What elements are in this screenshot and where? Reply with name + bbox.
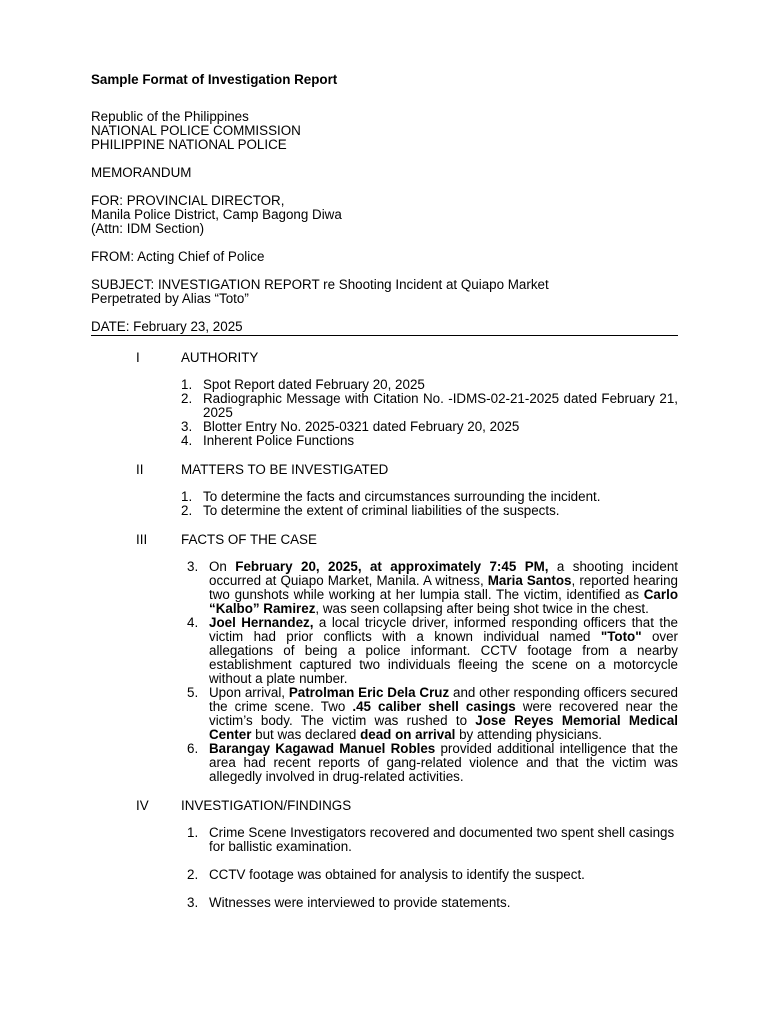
section-number: IV — [136, 798, 149, 813]
text-run: by attending physicians. — [455, 727, 603, 742]
section-title: AUTHORITY — [181, 350, 259, 365]
letterhead-line-3: PHILIPPINE NATIONAL POLICE — [91, 137, 287, 152]
text-run: but was declared — [251, 727, 361, 742]
section-matters — [91, 463, 678, 477]
list-item: 1. Spot Report dated February 20, 2025 — [181, 377, 425, 392]
text-run: On — [209, 559, 236, 574]
section-number: II — [136, 462, 144, 477]
list-item: 3. Witnesses were interviewed to provide statements. — [187, 895, 511, 910]
list-item: 2. To determine the extent of criminal liabilities of the suspects. — [181, 503, 560, 518]
header-divider — [91, 335, 678, 336]
text-run: a shooting incident occurred at Quiapo Market, Manila. A witness, — [209, 559, 678, 588]
text-run: a local tricycle driver, informed responding officers that the victim had prior conflicts with a known individual named — [209, 615, 678, 644]
bold-run: Maria Santos — [487, 573, 572, 588]
for-line-3: (Attn: IDM Section) — [91, 221, 205, 236]
fact-number: 4. — [187, 615, 199, 630]
facts-list — [91, 560, 678, 784]
fact-item — [187, 686, 678, 742]
authority-list — [91, 378, 678, 448]
for-line-1: FOR: PROVINCIAL DIRECTOR, — [91, 193, 285, 208]
text-run: were recovered near the victim’s body. The victim was rushed to — [209, 699, 678, 728]
list-item: 1. Crime Scene Investigators recovered and documented two spent shell casings for ballistic examination. — [187, 825, 675, 854]
section-title: INVESTIGATION/FINDINGS — [181, 798, 352, 813]
bold-run: Barangay Kagawad Manuel Robles — [209, 741, 436, 756]
fact-item — [187, 742, 678, 784]
section-title: FACTS OF THE CASE — [181, 532, 317, 547]
list-item: 2. Radiographic Message with Citation No. -IDMS-02-21-2025 dated February 21, 2025 — [181, 391, 678, 420]
letterhead-line-1: Republic of the Philippines — [91, 109, 249, 124]
text-run: , was seen collapsing after being shot twice in the chest. — [315, 601, 649, 616]
for-block — [91, 194, 678, 236]
bold-run: Joel Hernandez, — [209, 615, 314, 630]
bold-run: "Toto" — [600, 629, 642, 644]
bold-run: dead on arrival — [360, 727, 456, 742]
section-number: I — [136, 350, 140, 365]
subject-line-1: SUBJECT: INVESTIGATION REPORT re Shooting Incident at Quiapo Market — [91, 277, 549, 292]
bold-run: .45 caliber shell casings — [352, 699, 516, 714]
fact-number: 3. — [187, 559, 199, 574]
memorandum-label: MEMORANDUM — [91, 165, 192, 180]
text-run: over allegations of being a police informant. CCTV footage from a nearby establishment captured two individuals fleeing the scene on a motorcycle without a plate number. — [209, 629, 678, 686]
section-findings — [91, 799, 678, 813]
bold-run: Patrolman Eric Dela Cruz — [288, 685, 450, 700]
list-item: 4. Inherent Police Functions — [181, 433, 355, 448]
from-line: FROM: Acting Chief of Police — [91, 249, 265, 264]
section-authority — [91, 351, 678, 365]
fact-number: 5. — [187, 685, 199, 700]
text-run: Upon arrival, — [209, 685, 289, 700]
matters-list — [91, 490, 678, 518]
list-item: 3. Blotter Entry No. 2025-0321 dated February 20, 2025 — [181, 419, 520, 434]
text-run: , reported hearing two gunshots while working at her lumpia stall. The victim, identified as — [209, 573, 678, 602]
section-number: III — [136, 532, 148, 547]
section-facts — [91, 533, 678, 547]
date-line: DATE: February 23, 2025 — [91, 319, 243, 334]
text-run: and other responding officers secured the crime scene. Two — [209, 685, 678, 714]
findings-list — [91, 826, 678, 910]
fact-text — [209, 616, 678, 686]
letterhead-line-2: NATIONAL POLICE COMMISSION — [91, 123, 301, 138]
list-item: 2. CCTV footage was obtained for analysis to identify the suspect. — [187, 867, 585, 882]
list-item: 1. To determine the facts and circumstances surrounding the incident. — [181, 489, 601, 504]
document-title: Sample Format of Investigation Report — [91, 72, 338, 87]
for-line-2: Manila Police District, Camp Bagong Diwa — [91, 207, 342, 222]
fact-text — [209, 560, 678, 616]
fact-number: 6. — [187, 741, 199, 756]
fact-item — [187, 560, 678, 616]
bold-run: Jose Reyes Memorial Medical Center — [209, 713, 679, 742]
subject-line-2: Perpetrated by Alias “Toto” — [91, 291, 249, 306]
section-title: MATTERS TO BE INVESTIGATED — [181, 462, 389, 477]
fact-text — [209, 686, 678, 742]
fact-item — [187, 616, 678, 686]
report-page — [91, 73, 678, 924]
text-run: provided additional intelligence that the area had recent reports of gang-related violence and that the victim was allegedly involved in drug-related activities. — [209, 741, 678, 784]
letterhead — [91, 110, 678, 152]
subject-block — [91, 278, 678, 306]
fact-text — [209, 742, 678, 784]
bold-run: February 20, 2025, at approximately 7:45 PM, — [235, 559, 549, 574]
bold-run: Carlo “Kalbo” Ramirez — [209, 587, 678, 616]
